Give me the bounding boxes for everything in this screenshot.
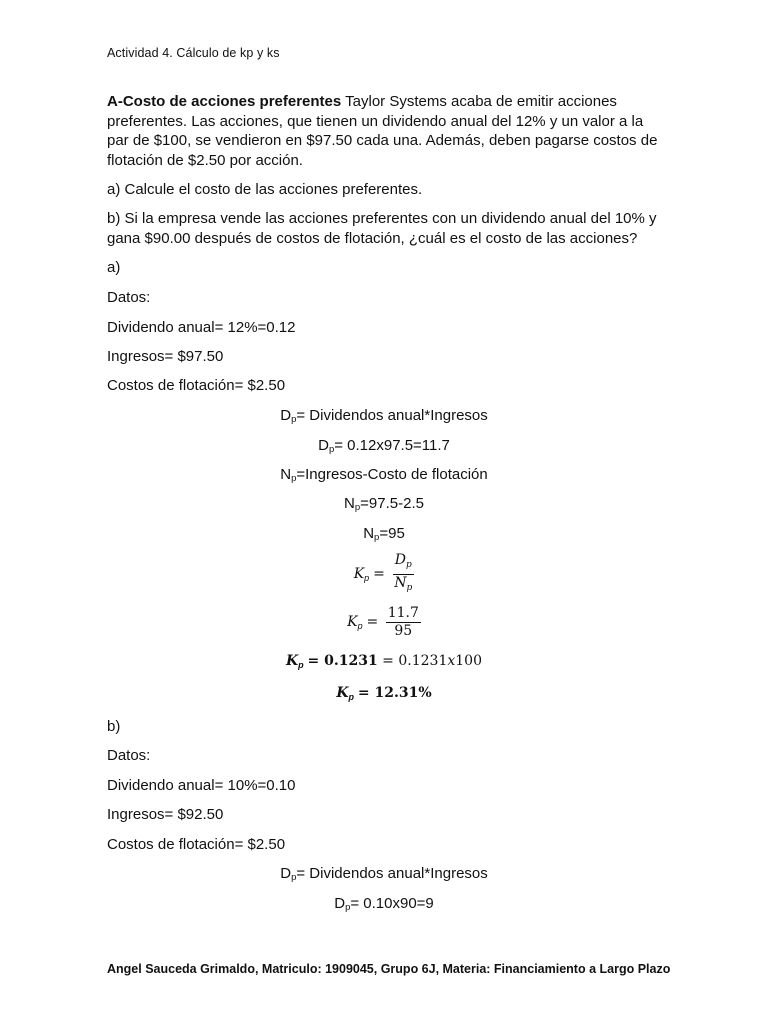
part-a-label: a)	[107, 259, 121, 276]
intro-title: A-Costo de acciones preferentes	[107, 93, 342, 110]
part-b-dividendo: Dividendo anual= 10%=0.10	[107, 777, 296, 794]
intro-text: Taylor Systems acaba de emitir acciones preferentes. Las acciones, que tienen un dividendo anual del 12% y un valor a la par de $100, se vendieron en $97.50 cada una. Además, deben pagarse costos de flotación de $2.50 por acción.	[107, 93, 658, 169]
kp-values-equation: $K_p$ = $\frac{11.7}{95}$	[347, 605, 419, 639]
part-b-datos: Datos:	[107, 747, 151, 764]
part-b-dp-calc: $D_p= 0.10x90=9$	[334, 895, 434, 913]
part-b-costos: Costos de flotación= $2.50	[107, 836, 286, 853]
part-a-dp-calc: $D_p= 0.12x97.5=11.7$	[318, 437, 450, 455]
part-a-ingresos: Ingresos= $97.50	[107, 348, 224, 365]
kp-general-equation: $K_p$ = $\frac{D_p}{N_p}$	[353, 552, 413, 593]
part-b-ingresos: Ingresos= $92.50	[107, 806, 224, 823]
part-b-dp-formula: $D_p=$ Dividendos anual*Ingresos	[280, 865, 488, 883]
part-a-costos: Costos de flotación= $2.50	[107, 377, 286, 394]
part-a-np-formula: $N_p=Ingresos$-Costo de flotación	[280, 466, 488, 484]
question-a: a) Calcule el costo de las acciones preferentes.	[107, 181, 423, 198]
kp-decimal-equation: $K_p = 0.1231 = 0.1231x100$	[285, 653, 482, 670]
part-a-np-result: $N_p=95$	[363, 525, 405, 543]
page-footer: Angel Sauceda Grimaldo, Matriculo: 1909045, Grupo 6J, Materia: Financiamiento a Largo Plazo	[107, 962, 671, 976]
page-header: Actividad 4. Cálculo de kp y ks	[107, 46, 280, 60]
question-b: b) Si la empresa vende las acciones preferentes con un dividendo anual del 10% y gana $90.00 después de costos de flotación, ¿cuál es el costo de las acciones?	[107, 210, 657, 247]
part-a-datos: Datos:	[107, 289, 151, 306]
part-a-dp-formula: $D_p=$ Dividendos anual*Ingresos	[280, 407, 488, 425]
part-a-np-calc: $N_p=97.5-2.5$	[344, 495, 424, 513]
kp-percent-result: $K_p = 12.31\%$	[336, 685, 432, 702]
intro-paragraph	[107, 92, 667, 170]
part-b-label: b)	[107, 718, 121, 735]
part-a-dividendo: Dividendo anual= 12%=0.12	[107, 319, 296, 336]
